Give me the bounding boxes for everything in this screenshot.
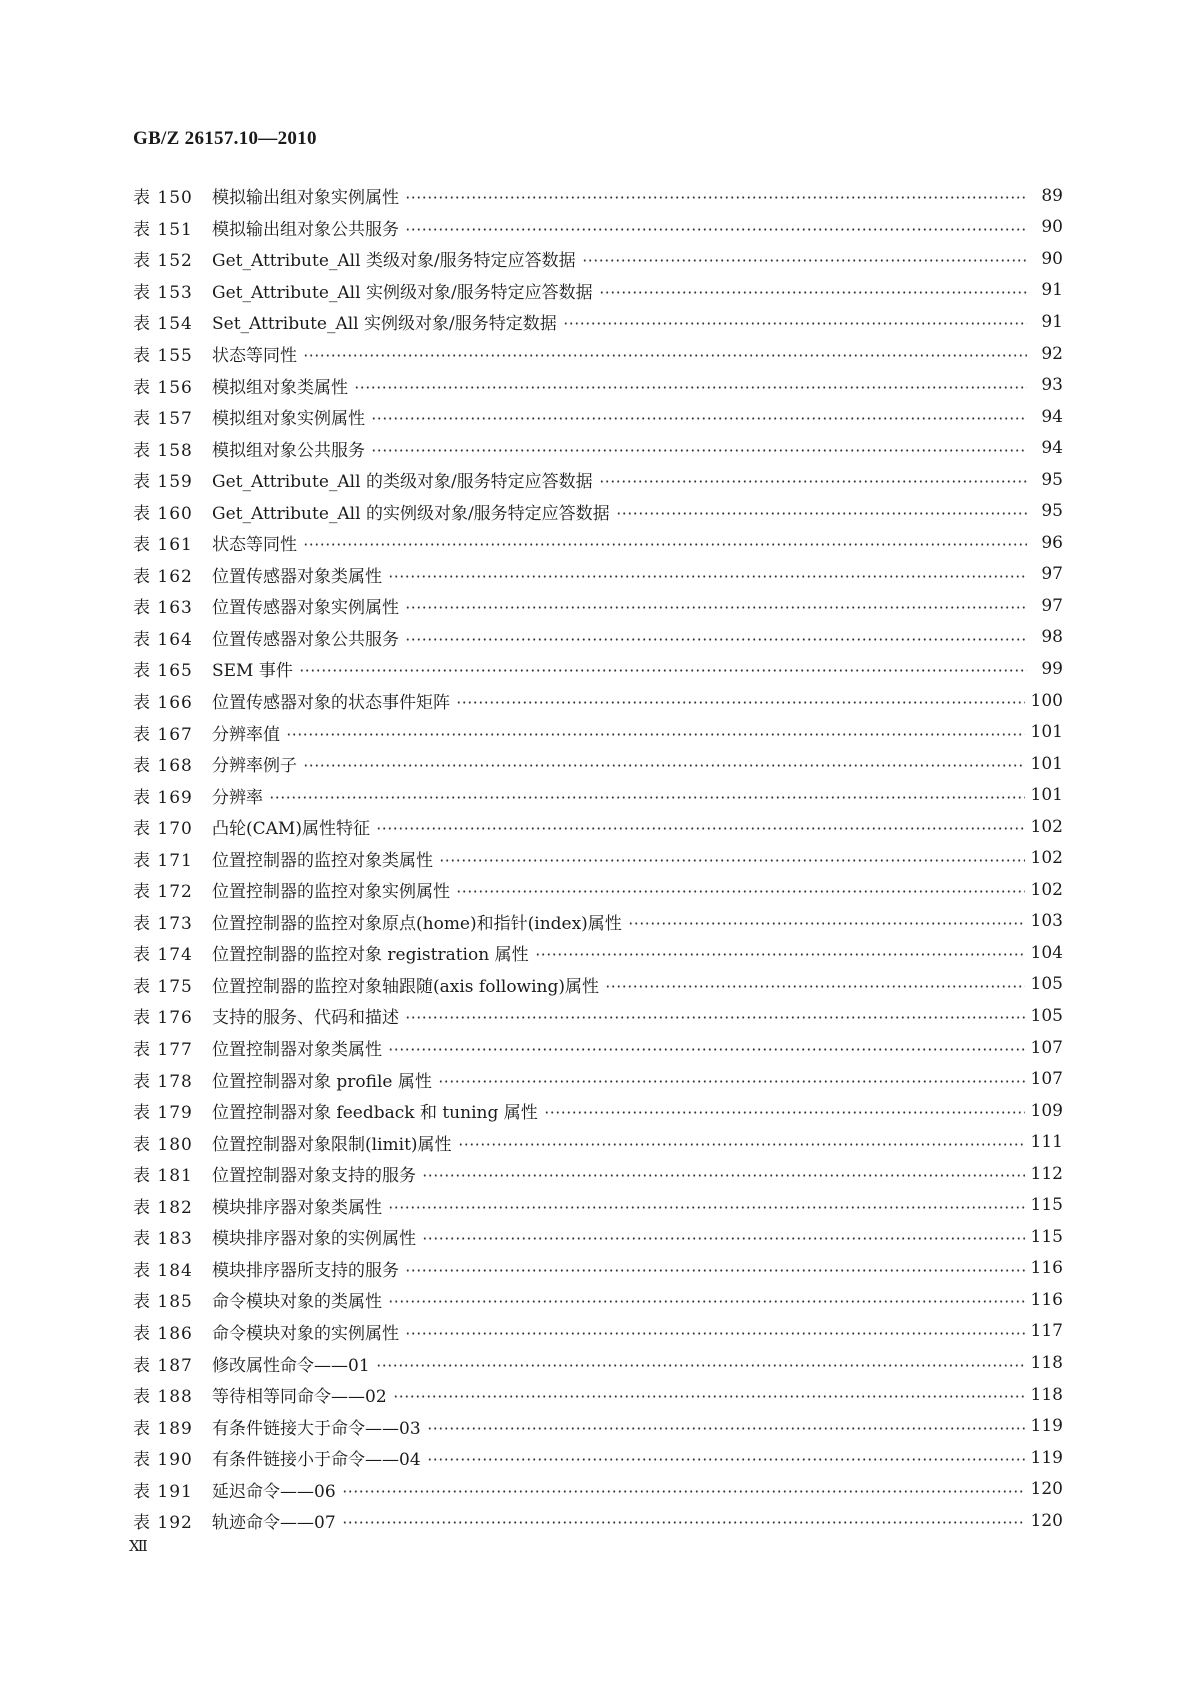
toc-entry-table-number: 表 171 — [133, 850, 193, 871]
toc-entry-dot-leader — [582, 252, 1027, 269]
toc-entry-table-number: 表 177 — [133, 1040, 193, 1061]
toc-entry-table-number: 表 189 — [133, 1418, 193, 1439]
toc-entry-dot-leader — [599, 473, 1027, 490]
toc-entry-dot-leader — [535, 946, 1025, 963]
toc-entry-table-number: 表 168 — [133, 756, 193, 777]
toc-entry-table-number: 表 174 — [133, 945, 193, 966]
toc-entry-title: 位置传感器对象实例属性 — [212, 598, 399, 619]
toc-entry-title: 分辨率 — [212, 787, 263, 808]
toc-entry-table-number: 表 163 — [133, 598, 193, 619]
toc-entry-title: 位置控制器的监控对象原点(home)和指针(index)属性 — [212, 913, 622, 934]
toc-entry-page-number: 111 — [1030, 1132, 1063, 1153]
toc-entry-page-number: 100 — [1030, 690, 1063, 711]
toc-entry-dot-leader — [456, 694, 1025, 711]
toc-entry-title: 位置控制器的监控对象类属性 — [212, 850, 433, 871]
document-header-standard-number: GB/Z 26157.10—2010 — [133, 128, 317, 149]
toc-entry-page-number: 120 — [1030, 1510, 1063, 1531]
toc-entry-page-number: 116 — [1030, 1258, 1063, 1279]
toc-entry[interactable] — [133, 275, 1063, 307]
toc-entry-table-number: 表 173 — [133, 913, 193, 934]
toc-entry-title: 模块排序器所支持的服务 — [212, 1260, 399, 1281]
toc-entry[interactable] — [133, 1379, 1063, 1411]
toc-entry-title: 命令模块对象的类属性 — [212, 1292, 382, 1313]
toc-entry-dot-leader — [286, 726, 1025, 743]
toc-entry-page-number: 115 — [1030, 1195, 1063, 1216]
toc-entry[interactable] — [133, 842, 1063, 874]
toc-entry-dot-leader — [599, 284, 1027, 301]
toc-entry[interactable] — [133, 464, 1063, 496]
toc-entry[interactable] — [133, 1505, 1063, 1537]
toc-entry-title: 位置控制器对象支持的服务 — [212, 1166, 416, 1187]
toc-entry-dot-leader — [376, 820, 1025, 837]
toc-entry-title: 凸轮(CAM)属性特征 — [212, 819, 370, 840]
toc-entry-title: 延迟命令——06 — [212, 1481, 336, 1502]
toc-entry-title: 模拟输出组对象公共服务 — [212, 219, 399, 240]
toc-entry-title: 支持的服务、代码和描述 — [212, 1008, 399, 1029]
toc-entry-table-number: 表 167 — [133, 724, 193, 745]
toc-entry[interactable] — [133, 716, 1063, 748]
toc-entry-page-number: 109 — [1030, 1100, 1063, 1121]
toc-entry-dot-leader — [405, 1009, 1025, 1026]
toc-entry-table-number: 表 157 — [133, 409, 193, 430]
toc-entry[interactable] — [133, 369, 1063, 401]
toc-entry-page-number: 119 — [1030, 1447, 1063, 1468]
toc-entry[interactable] — [133, 685, 1063, 717]
toc-entry-table-number: 表 186 — [133, 1323, 193, 1344]
toc-entry[interactable] — [133, 1253, 1063, 1285]
toc-entry-dot-leader — [405, 1325, 1025, 1342]
toc-entry-title: 分辨率值 — [212, 724, 280, 745]
toc-entry-title: Get_Attribute_All 的类级对象/服务特定应答数据 — [212, 472, 593, 493]
toc-entry-page-number: 90 — [1041, 217, 1063, 238]
toc-entry[interactable] — [133, 1032, 1063, 1064]
toc-entry-page-number: 105 — [1030, 974, 1063, 995]
toc-entry-table-number: 表 160 — [133, 503, 193, 524]
toc-entry-dot-leader — [405, 599, 1027, 616]
toc-entry-dot-leader — [563, 315, 1027, 332]
toc-entry-dot-leader — [438, 1073, 1025, 1090]
toc-entry-page-number: 95 — [1041, 501, 1063, 522]
toc-entry-page-number: 93 — [1041, 375, 1063, 396]
toc-entry-dot-leader — [427, 1420, 1025, 1437]
toc-entry[interactable] — [133, 748, 1063, 780]
toc-entry-page-number: 91 — [1041, 311, 1063, 332]
toc-entry-table-number: 表 156 — [133, 377, 193, 398]
toc-entry-page-number: 119 — [1030, 1416, 1063, 1437]
toc-entry-title: 位置控制器的监控对象实例属性 — [212, 882, 450, 903]
toc-entry[interactable] — [133, 1221, 1063, 1253]
toc-entry-dot-leader — [303, 757, 1025, 774]
toc-entry-dot-leader — [388, 568, 1027, 585]
toc-entry-dot-leader — [616, 505, 1027, 522]
toc-entry-table-number: 表 165 — [133, 661, 193, 682]
toc-entry-title: 模拟组对象实例属性 — [212, 409, 365, 430]
toc-entry-table-number: 表 179 — [133, 1103, 193, 1124]
toc-entry[interactable] — [133, 1158, 1063, 1190]
toc-entry-title: 有条件链接大于命令——03 — [212, 1418, 421, 1439]
toc-entry-table-number: 表 172 — [133, 882, 193, 903]
toc-entry-table-number: 表 182 — [133, 1197, 193, 1218]
toc-entry-page-number: 117 — [1030, 1321, 1063, 1342]
toc-entry[interactable] — [133, 180, 1063, 212]
toc-entry-title: 位置传感器对象的状态事件矩阵 — [212, 693, 450, 714]
toc-entry-dot-leader — [388, 1041, 1025, 1058]
toc-entry[interactable] — [133, 653, 1063, 685]
toc-entry-dot-leader — [354, 379, 1027, 396]
toc-entry-title: 命令模块对象的实例属性 — [212, 1323, 399, 1344]
toc-entry-dot-leader — [299, 662, 1027, 679]
toc-entry[interactable] — [133, 1190, 1063, 1222]
toc-entry-table-number: 表 162 — [133, 566, 193, 587]
toc-entry[interactable] — [133, 1347, 1063, 1379]
toc-entry-title: 模块排序器对象的实例属性 — [212, 1229, 416, 1250]
toc-entry-table-number: 表 180 — [133, 1134, 193, 1155]
toc-entry-title: 位置控制器的监控对象轴跟随(axis following)属性 — [212, 976, 600, 997]
toc-entry-dot-leader — [405, 189, 1027, 206]
toc-entry-title: 位置控制器对象 profile 属性 — [212, 1071, 432, 1092]
toc-entry-table-number: 表 166 — [133, 693, 193, 714]
toc-entry-title: 状态等同性 — [212, 346, 297, 366]
toc-entry-dot-leader — [456, 883, 1025, 900]
toc-entry-title: 有条件链接小于命令——04 — [212, 1450, 421, 1471]
toc-entry[interactable] — [133, 590, 1063, 622]
toc-entry-dot-leader — [422, 1167, 1025, 1184]
toc-entry-title: Set_Attribute_All 实例级对象/服务特定数据 — [212, 314, 557, 335]
toc-entry-title: Get_Attribute_All 类级对象/服务特定应答数据 — [212, 251, 576, 272]
toc-entry-page-number: 96 — [1041, 532, 1063, 553]
toc-entry-table-number: 表 159 — [133, 472, 193, 493]
toc-entry[interactable] — [133, 559, 1063, 591]
toc-entry-page-number: 101 — [1030, 722, 1063, 743]
toc-entry-title: 位置控制器对象限制(limit)属性 — [212, 1134, 452, 1155]
toc-entry-dot-leader — [269, 789, 1025, 806]
toc-entry-table-number: 表 155 — [133, 346, 193, 366]
toc-entry-table-number: 表 187 — [133, 1355, 193, 1376]
toc-entry[interactable] — [133, 1126, 1063, 1158]
toc-entry-page-number: 115 — [1030, 1226, 1063, 1247]
toc-entry-table-number: 表 184 — [133, 1260, 193, 1281]
toc-entry-page-number: 102 — [1030, 816, 1063, 837]
toc-entry-table-number: 表 161 — [133, 535, 193, 556]
toc-entry-table-number: 表 169 — [133, 787, 193, 808]
toc-entry[interactable] — [133, 338, 1063, 370]
toc-entry-table-number: 表 150 — [133, 188, 193, 209]
toc-entry-dot-leader — [371, 410, 1027, 427]
toc-entry[interactable] — [133, 1442, 1063, 1474]
toc-entry-dot-leader — [303, 536, 1027, 553]
toc-entry-table-number: 表 178 — [133, 1071, 193, 1092]
toc-entry-dot-leader — [303, 347, 1027, 364]
toc-entry-page-number: 90 — [1041, 248, 1063, 269]
toc-entry-page-number: 97 — [1041, 595, 1063, 616]
toc-entry[interactable] — [133, 1284, 1063, 1316]
toc-entry[interactable] — [133, 1410, 1063, 1442]
toc-entry-table-number: 表 154 — [133, 314, 193, 335]
toc-entry-page-number: 91 — [1041, 280, 1063, 301]
toc-entry-dot-leader — [388, 1293, 1025, 1310]
toc-entry[interactable] — [133, 937, 1063, 969]
toc-entry[interactable] — [133, 874, 1063, 906]
toc-entry-page-number: 107 — [1030, 1069, 1063, 1090]
toc-entry-dot-leader — [371, 442, 1027, 459]
toc-entry-table-number: 表 170 — [133, 819, 193, 840]
toc-entry-title: 模拟组对象公共服务 — [212, 440, 365, 461]
table-of-contents-list — [133, 180, 1063, 1537]
toc-entry-table-number: 表 185 — [133, 1292, 193, 1313]
toc-entry-dot-leader — [388, 1199, 1025, 1216]
toc-entry-page-number: 94 — [1041, 406, 1063, 427]
toc-entry-title: Get_Attribute_All 的实例级对象/服务特定应答数据 — [212, 503, 610, 524]
toc-entry-title: SEM 事件 — [212, 661, 293, 682]
toc-entry-table-number: 表 153 — [133, 282, 193, 303]
toc-entry-table-number: 表 176 — [133, 1008, 193, 1029]
toc-entry-table-number: 表 164 — [133, 629, 193, 650]
toc-entry-page-number: 116 — [1030, 1289, 1063, 1310]
toc-entry-title: 轨迹命令——07 — [212, 1513, 336, 1534]
toc-entry[interactable] — [133, 1473, 1063, 1505]
toc-entry-table-number: 表 190 — [133, 1450, 193, 1471]
toc-entry-title: 位置控制器的监控对象 registration 属性 — [212, 945, 529, 966]
toc-entry-page-number: 89 — [1041, 185, 1063, 206]
toc-entry-page-number: 97 — [1041, 564, 1063, 585]
toc-entry[interactable] — [133, 1095, 1063, 1127]
toc-entry-title: 位置传感器对象公共服务 — [212, 629, 399, 650]
toc-entry-page-number: 101 — [1030, 753, 1063, 774]
toc-entry[interactable] — [133, 401, 1063, 433]
toc-entry-page-number: 95 — [1041, 469, 1063, 490]
toc-entry[interactable] — [133, 779, 1063, 811]
toc-entry[interactable] — [133, 1000, 1063, 1032]
toc-entry-page-number: 107 — [1030, 1037, 1063, 1058]
toc-entry[interactable] — [133, 1316, 1063, 1348]
toc-entry[interactable] — [133, 495, 1063, 527]
toc-entry-title: 修改属性命令——01 — [212, 1355, 370, 1376]
toc-entry-dot-leader — [439, 852, 1025, 869]
toc-entry-page-number: 99 — [1041, 658, 1063, 679]
toc-entry-table-number: 表 151 — [133, 219, 193, 240]
toc-entry[interactable] — [133, 432, 1063, 464]
toc-entry-page-number: 103 — [1030, 911, 1063, 932]
toc-entry-page-number: 118 — [1030, 1384, 1063, 1405]
toc-entry[interactable] — [133, 811, 1063, 843]
toc-entry-page-number: 101 — [1030, 785, 1063, 806]
toc-entry-dot-leader — [342, 1483, 1025, 1500]
toc-entry-page-number: 102 — [1030, 848, 1063, 869]
toc-entry-dot-leader — [376, 1357, 1025, 1374]
toc-entry-table-number: 表 191 — [133, 1481, 193, 1502]
toc-entry-table-number: 表 192 — [133, 1513, 193, 1534]
toc-entry-dot-leader — [405, 1262, 1025, 1279]
toc-entry[interactable] — [133, 906, 1063, 938]
toc-entry[interactable] — [133, 969, 1063, 1001]
toc-entry-page-number: 92 — [1041, 343, 1063, 364]
toc-entry-page-number: 105 — [1030, 1005, 1063, 1026]
toc-entry[interactable] — [133, 527, 1063, 559]
toc-entry-dot-leader — [422, 1230, 1025, 1247]
toc-entry[interactable] — [133, 212, 1063, 244]
toc-entry-page-number: 120 — [1030, 1479, 1063, 1500]
toc-entry-page-number: 112 — [1030, 1163, 1063, 1184]
toc-entry-page-number: 94 — [1041, 438, 1063, 459]
toc-entry-title: 位置控制器对象 feedback 和 tuning 属性 — [212, 1103, 538, 1124]
toc-entry-table-number: 表 175 — [133, 976, 193, 997]
toc-entry-page-number: 102 — [1030, 879, 1063, 900]
toc-entry-dot-leader — [405, 221, 1027, 238]
toc-entry-title: 模拟组对象类属性 — [212, 377, 348, 398]
toc-entry-table-number: 表 158 — [133, 440, 193, 461]
toc-entry-title: 模拟输出组对象实例属性 — [212, 188, 399, 209]
toc-entry-title: Get_Attribute_All 实例级对象/服务特定应答数据 — [212, 282, 593, 303]
toc-entry-table-number: 表 183 — [133, 1229, 193, 1250]
toc-entry[interactable] — [133, 622, 1063, 654]
toc-entry-page-number: 104 — [1030, 942, 1063, 963]
page-folio-number: Ⅻ — [129, 1539, 147, 1555]
toc-entry-title: 分辨率例子 — [212, 756, 297, 777]
toc-entry-dot-leader — [427, 1451, 1025, 1468]
toc-entry-table-number: 表 152 — [133, 251, 193, 272]
toc-entry-dot-leader — [342, 1514, 1025, 1531]
toc-entry-page-number: 118 — [1030, 1353, 1063, 1373]
toc-entry-table-number: 表 181 — [133, 1166, 193, 1187]
toc-entry-table-number: 表 188 — [133, 1387, 193, 1408]
toc-entry[interactable] — [133, 243, 1063, 275]
toc-entry-dot-leader — [544, 1104, 1025, 1121]
toc-entry-title: 模块排序器对象类属性 — [212, 1197, 382, 1218]
toc-entry-title: 位置传感器对象类属性 — [212, 566, 382, 587]
toc-entry-title: 状态等同性 — [212, 535, 297, 556]
toc-entry-dot-leader — [405, 631, 1027, 648]
toc-entry-dot-leader — [458, 1136, 1025, 1153]
toc-entry-dot-leader — [605, 978, 1025, 995]
toc-entry-dot-leader — [393, 1388, 1025, 1405]
toc-entry[interactable] — [133, 1063, 1063, 1095]
toc-entry[interactable] — [133, 306, 1063, 338]
toc-entry-page-number: 98 — [1041, 627, 1063, 648]
toc-entry-dot-leader — [628, 915, 1025, 932]
toc-entry-title: 等待相等同命令——02 — [212, 1387, 387, 1408]
toc-entry-title: 位置控制器对象类属性 — [212, 1040, 382, 1061]
